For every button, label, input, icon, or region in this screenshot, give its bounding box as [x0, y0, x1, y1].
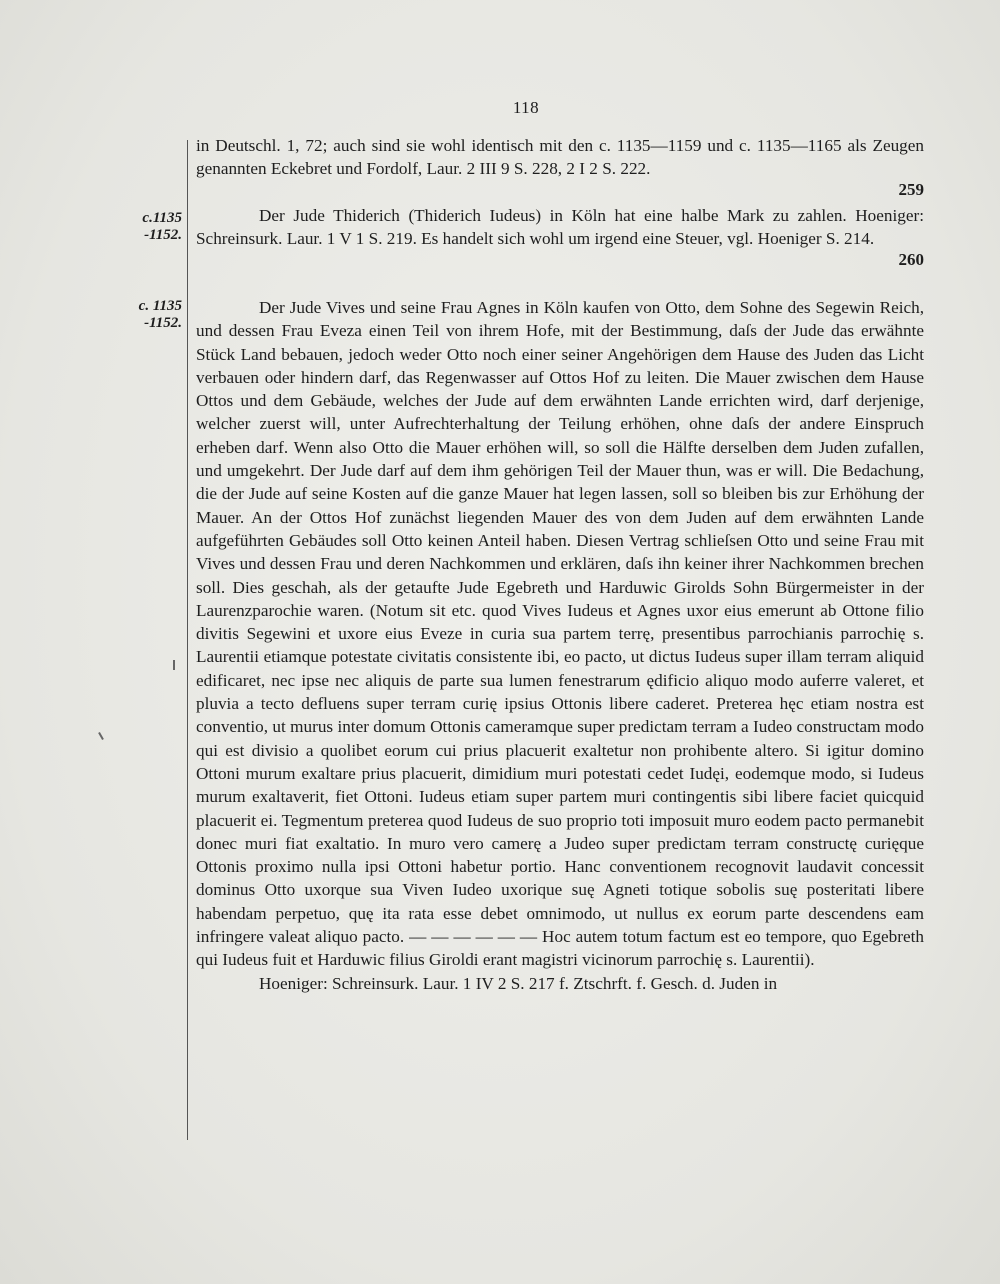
margin-speck — [98, 732, 104, 740]
entry-260-text — [196, 296, 924, 995]
intro-paragraph: in Deutschl. 1, 72; auch sind sie wohl identisch mit den c. 1135—1159 und c. 1135—1165 als Zeugen genannten Eckebret und Fordolf, Laur. 2 III 9 S. 228, 2 I 2 S. 222. — [196, 136, 924, 179]
margin-rule — [187, 140, 188, 1140]
intro-text-block — [196, 134, 924, 181]
entry-259-text — [196, 204, 924, 251]
entry-260-date-start: c. 1135 — [138, 298, 182, 314]
entry-number-260: 260 — [898, 250, 924, 269]
entry-260-date — [122, 298, 182, 332]
page-number: 118 — [512, 98, 540, 117]
entry-259-date — [122, 210, 182, 244]
entry-number-259: 259 — [898, 180, 924, 199]
entry-259-paragraph: Der Jude Thiderich (Thiderich Iudeus) in Köln hat eine halbe Mark zu zahlen. Hoeniger: Schreinsurk. Laur. 1 V 1 S. 219. Es handelt sich wohl um irgend eine Steuer, vgl. Hoeniger S. 214. — [196, 206, 924, 249]
entry-260-date-end: -1152. — [144, 315, 182, 331]
entry-260-paragraph-main: Der Jude Vives und seine Frau Agnes in Köln kaufen von Otto, dem Sohne des Segewin Reich, und dessen Frau Eveza einen Teil von ihrem Hofe, mit der Bestimmung, daſs der Jude das erwähnte Stück Land bebauen, jedoch weder Otto noch einer seiner Angehörigen dem Hause des Juden das Licht verbauen oder hindern darf, das Regenwasser auf Ottos Hof zu leiten. Die Mauer zwischen dem Hause Ottos und dem Gebäude, welches der Jude auf dem erwähnten Lande errichten wird, darf derjenige, welcher zuerst will, unter Aufrechterhaltung der Teilung erhöhen, ohne daſs der andere Einspruch erheben darf. Wenn also Otto die Mauer erhöhen will, so soll die Hälfte derselben dem Juden zufallen, und umgekehrt. Der Jude darf auf dem ihm gehörigen Teil der Mauer thun, was er will. Die Bedachung, die der Jude auf seine Kosten auf die ganze Mauer hat legen lassen, soll so bleiben bis zur Erhöhung der Mauer. An der Ottos Hof zunächst liegenden Mauer des von dem Juden auf dem erwähnten Lande aufgeführten Gebäudes soll Otto keinen Anteil haben. Diesen Vertrag schlieſsen Otto und seine Frau mit Vives und dessen Frau und deren Nachkommen und erklären, daſs ihn keiner ihrer Nachkommen brechen soll. Dies geschah, als der getaufte Jude Egebreth und Harduwic Girolds Sohn Bürgermeister in der Laurenzparochie waren. (Notum sit etc. quod Vives Iudeus et Agnes uxor eius emerunt ab Ottone filio divitis Segewini et uxore eius Eveze in curia sua partem terrę, presentibus parrochianis parrochię s. Laurentii etiamque potestate civitatis consistente ibi, eo pacto, ut dictus Iudeus super illam terram aliquid edificaret, nec ipse nec aliquis de parte sua lumen fenestrarum ędificio aliquo modo auferre valeret, et pluvia a tecto defluens super terram curię ipsius Ottonis libere caderet. Preterea hęc etiam nostra est conventio, ut murus inter domum Ottonis cameramque super predictam terram a Iudeo constructam modo qui est divisio a quolibet eorum cui prius placuerit exaltetur non prohibente altero. Si igitur domino Ottoni murum exaltare prius placuerit, dimidium muri potestati cedet Iudęi, eodemque modo, si Iudeus murum exaltaverit, fiet Ottoni. Iudeus etiam super partem muri contingentis sibi libere faciet quicquid placuerit ei. Tegmentum preterea quod Iudeus de suo proprio toti imposuit muro eodem pacto permanebit donec muri fiat exaltatio. In muro vero camerę a Judeo super predictam terram constructę curięque Ottonis proximo nulla ipsi Ottoni habetur portio. Hanc conventionem recognovit laudavit concessit dominus Otto uxorque sua Viven Iudeo uxorique suę Agneti totique sobolis suę posteritati libere habendam perpetuo, quę ita rata esse debet omnimodo, ut nullus ex eorum parte descendens eam infringere valeat aliquo pacto. — — — — — — Hoc autem totum factum est eo tempore, quo Egebreth qui Iudeus fuit et Harduwic filius Giroldi erant magistri vicinorum parrochię s. Laurentii). — [196, 298, 924, 970]
entry-260-paragraph-reference: Hoeniger: Schreinsurk. Laur. 1 IV 2 S. 217 f. Ztschrft. f. Gesch. d. Juden in — [259, 973, 778, 993]
entry-259-date-end: -1152. — [144, 227, 182, 243]
margin-speck — [173, 660, 175, 670]
entry-259-date-start: c.1135 — [142, 210, 182, 226]
